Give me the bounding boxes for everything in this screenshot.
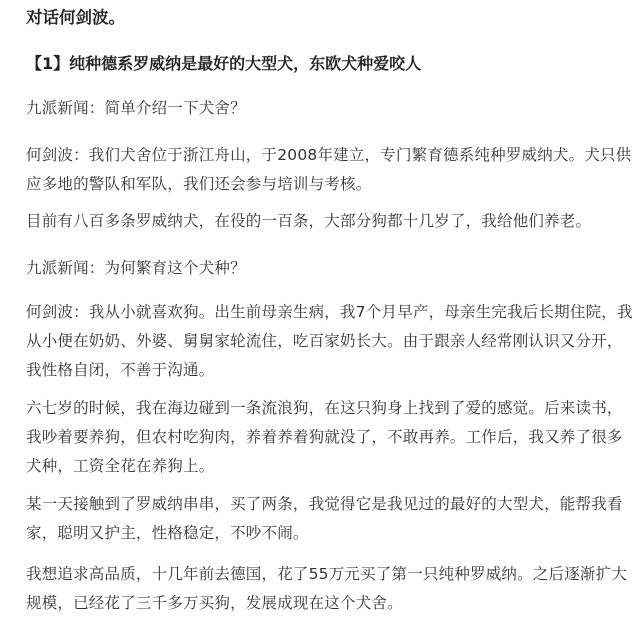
paragraph-line: 何剑波：我们犬舍位于浙江舟山，于2008年建立，专门繁育德系纯种罗威纳犬。犬只供 (26, 146, 632, 164)
paragraph-line: 九派新闻：为何繁育这个犬种？ (26, 259, 246, 277)
paragraph-line: 何剑波：我从小就喜欢狗。出生前母亲生病，我7个月早产，母亲生完我后长期住院，我 (26, 303, 633, 321)
paragraph-line: 我吵着要养狗，但农村吃狗肉，养着养着狗就没了，不敢再养。工作后，我又养了很多 (26, 428, 623, 446)
paragraph-line: 犬种，工资全花在养狗上。 (26, 457, 215, 475)
paragraph-5 (26, 298, 633, 385)
paragraph-1 (26, 94, 616, 123)
paragraph-3 (26, 207, 616, 236)
paragraph-8 (26, 560, 628, 618)
paragraph-line: 目前有八百多条罗威纳犬，在役的一百条，大部分狗都十几岁了，我给他们养老。 (26, 212, 592, 230)
section-heading: 【1】纯种德系罗威纳是最好的大型犬，东欧犬种爱咬人 (26, 54, 422, 73)
paragraph-line: 我性格自闭，不善于沟通。 (26, 361, 215, 379)
paragraph-line: 六七岁的时候，我在海边碰到一条流浪狗，在这只狗身上找到了爱的感觉。后来读书， (26, 399, 623, 417)
paragraph-line: 应多地的警队和军队，我们还会参与培训与考核。 (26, 175, 372, 193)
paragraph-line: 规模，已经花了三千多万买狗，发展成现在这个犬舍。 (26, 594, 403, 612)
paragraph-line: 家，聪明又护主，性格稳定，不吵不闹。 (26, 524, 309, 542)
article-title: 对话何剑波。 (26, 8, 125, 27)
paragraph-line: 某一天接触到了罗威纳串串，买了两条，我觉得它是我见过的最好的大型犬，能帮我看 (26, 495, 623, 513)
paragraph-4 (26, 254, 616, 283)
paragraph-line: 我想追求高品质，十几年前去德国，花了55万元买了第一只纯种罗威纳。之后逐渐扩大 (26, 565, 628, 583)
paragraph-2 (26, 141, 632, 199)
paragraph-line: 九派新闻：简单介绍一下犬舍？ (26, 99, 246, 117)
paragraph-7 (26, 490, 623, 548)
paragraph-line: 从小便在奶奶、外婆、舅舅家轮流住，吃百家奶长大。由于跟亲人经常刚认识又分开， (26, 332, 623, 350)
paragraph-6 (26, 394, 623, 481)
